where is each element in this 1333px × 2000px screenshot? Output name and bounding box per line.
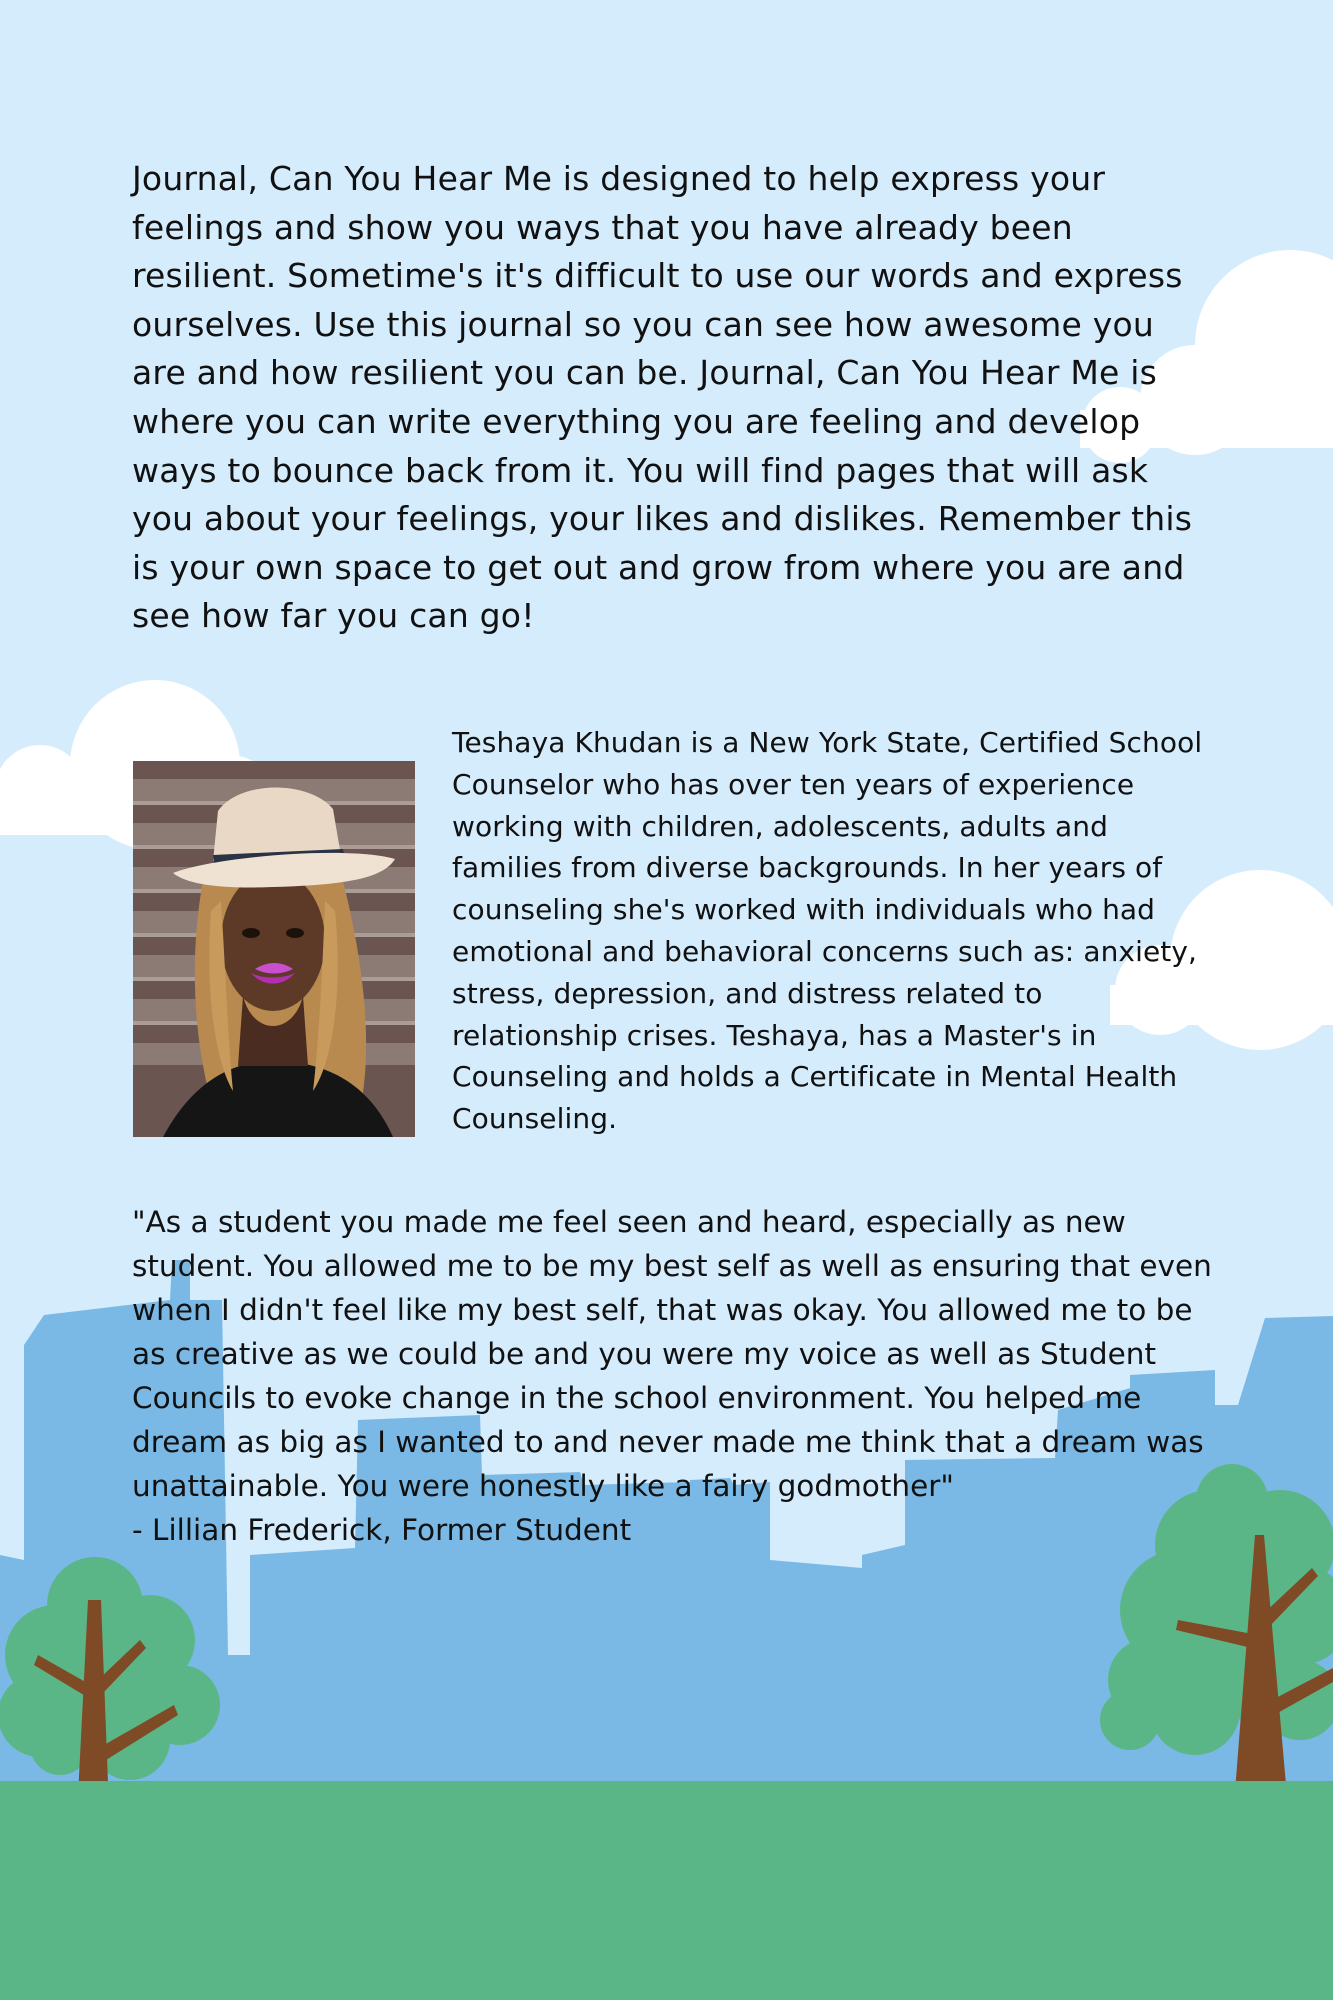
testimonial-quote: "As a student you made me feel seen and heard, especially as new student. You allowed me to be my best self as well as ensuring that even when I didn't feel like my best self, that was okay. You allowed me to be as creative as we could be and you were my voice as well as Student Councils to evoke change in the school environment. You helped me dream as big as I wanted to and never made me think that a dream was unattainable. You were honestly like a fairy godmother" xyxy=(132,1205,1212,1503)
author-bio: Teshaya Khudan is a New York State, Certified School Counselor who has over ten years of experience working with children, adolescents, adults and families from diverse backgrounds. In her years of counseling she's worked with individuals who had emotional and behavioral concerns such as: anxiety, stress, depression, and distress related to relationship crises. Teshaya, has a Master's in Counseling and holds a Certificate in Mental Health Counseling. xyxy=(452,726,1203,1136)
author-photo xyxy=(133,761,415,1137)
testimonial-attribution: - Lillian Frederick, Former Student xyxy=(132,1513,632,1547)
ground xyxy=(0,1781,1333,2000)
intro-paragraph: Journal, Can You Hear Me is designed to help express your feelings and show you ways that you have already been resilient. Sometime's it's difficult to use our words and express ourselves. Use this journal so you can see how awesome you are and how resilient you can be. Journal, Can You Hear Me is where you can write everything you are feeling and develop ways to bounce back from it. You will find pages that will ask you about your feelings, your likes and dislikes. Remember this is your own space to get out and grow from where you are and see how far you can go! xyxy=(132,159,1193,636)
